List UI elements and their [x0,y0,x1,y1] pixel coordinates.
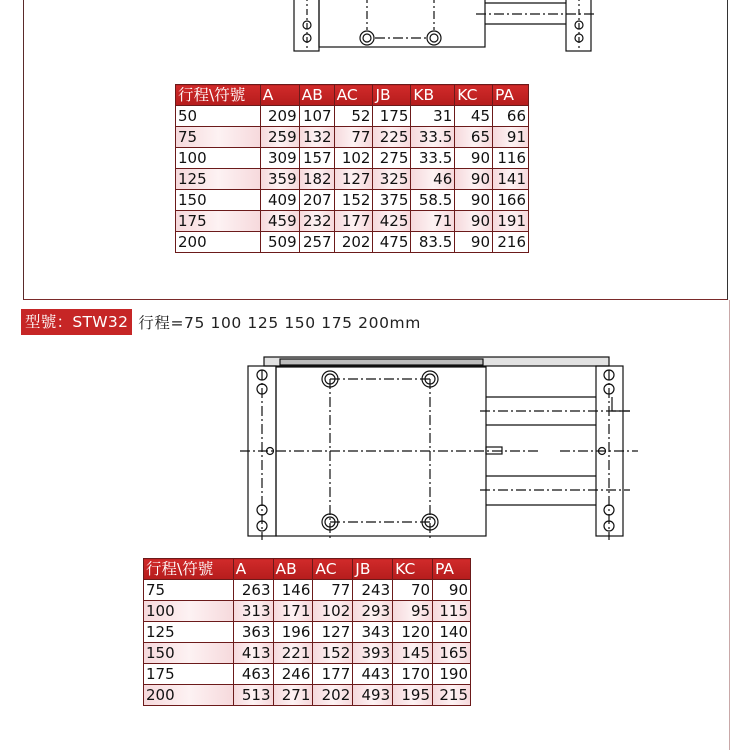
header-cell: AB [273,559,313,580]
dimension-cell: 493 [353,685,393,706]
dimension-cell: 309 [260,148,299,169]
stroke-cell: 150 [144,643,234,664]
model-badge: 型號：STW32 [21,309,132,335]
table-row [144,664,471,685]
dimension-cell: 190 [433,664,471,685]
dimension-cell: 90 [433,580,471,601]
dimension-cell: 509 [260,232,299,253]
table-header-row [144,559,471,580]
dimension-cell: 343 [353,622,393,643]
dimension-cell: 232 [299,211,334,232]
dimension-cell: 102 [313,601,353,622]
dimension-cell: 202 [334,232,373,253]
header-cell: PA [433,559,471,580]
dimension-cell: 191 [493,211,529,232]
header-cell: A [260,85,299,106]
dimension-cell: 463 [233,664,273,685]
dimension-cell: 152 [313,643,353,664]
dimension-cell: 425 [373,211,411,232]
header-cell: AB [299,85,334,106]
dimension-cell: 182 [299,169,334,190]
dimension-cell: 275 [373,148,411,169]
table-row [176,169,529,190]
dimension-cell: 77 [334,127,373,148]
stroke-cell: 75 [144,580,234,601]
dimension-cell: 359 [260,169,299,190]
dimension-cell: 375 [373,190,411,211]
table-row [176,190,529,211]
dimension-cell: 246 [273,664,313,685]
dimension-cell: 90 [455,211,493,232]
dimension-cell: 45 [455,106,493,127]
header-cell: KB [411,85,455,106]
section-frame-bottom-edge [729,300,730,750]
dimension-cell: 90 [455,232,493,253]
dimension-cell: 120 [393,622,433,643]
dimension-cell: 195 [393,685,433,706]
table-row [144,601,471,622]
header-cell: JB [353,559,393,580]
dimension-cell: 475 [373,232,411,253]
dimension-cell: 33.5 [411,127,455,148]
dimension-cell: 177 [334,211,373,232]
stroke-cell: 75 [176,127,261,148]
table-row [144,643,471,664]
dimension-cell: 146 [273,580,313,601]
dimension-cell: 165 [433,643,471,664]
dimension-cell: 127 [334,169,373,190]
stroke-cell: 50 [176,106,261,127]
dimension-cell: 196 [273,622,313,643]
dimension-cell: 363 [233,622,273,643]
dimension-cell: 293 [353,601,393,622]
stroke-cell: 200 [144,685,234,706]
dimension-cell: 257 [299,232,334,253]
dimension-cell: 77 [313,580,353,601]
dimension-cell: 513 [233,685,273,706]
dimension-cell: 83.5 [411,232,455,253]
table-row [144,685,471,706]
dimension-cell: 31 [411,106,455,127]
dimension-cell: 202 [313,685,353,706]
dimension-cell: 157 [299,148,334,169]
header-cell: KC [455,85,493,106]
dimension-cell: 459 [260,211,299,232]
table-row [176,211,529,232]
header-cell: AC [313,559,353,580]
dimension-cell: 140 [433,622,471,643]
table-row [176,232,529,253]
dimension-cell: 207 [299,190,334,211]
dimension-cell: 52 [334,106,373,127]
dimension-cell: 177 [313,664,353,685]
body-block [319,0,485,47]
stroke-range-text: 行程=75 100 125 150 175 200mm [138,314,421,332]
stroke-cell: 100 [144,601,234,622]
dimension-cell: 215 [433,685,471,706]
stroke-cell: 175 [176,211,261,232]
table-header-row [176,85,529,106]
dimension-cell: 71 [411,211,455,232]
table-row [176,127,529,148]
dimension-cell: 90 [455,190,493,211]
dimension-cell: 221 [273,643,313,664]
dimension-cell: 141 [493,169,529,190]
stroke-cell: 200 [176,232,261,253]
stroke-cell: 175 [144,664,234,685]
dimension-cell: 325 [373,169,411,190]
dimension-cell: 271 [273,685,313,706]
dimension-cell: 91 [493,127,529,148]
table-row [176,148,529,169]
header-cell: JB [373,85,411,106]
dimension-cell: 58.5 [411,190,455,211]
dimension-cell: 170 [393,664,433,685]
dimension-cell: 70 [393,580,433,601]
dimension-cell: 409 [260,190,299,211]
dimension-cell: 443 [353,664,393,685]
dimension-cell: 175 [373,106,411,127]
dimension-cell: 33.5 [411,148,455,169]
dimension-cell: 413 [233,643,273,664]
stroke-cell: 150 [176,190,261,211]
model-bar [21,309,421,335]
spec-table-2 [143,558,471,706]
dimension-cell: 107 [299,106,334,127]
header-cell: 行程\符號 [144,559,234,580]
table-row [144,580,471,601]
dimension-cell: 46 [411,169,455,190]
header-cell: AC [334,85,373,106]
header-cell: A [233,559,273,580]
dimension-cell: 225 [373,127,411,148]
dimension-cell: 90 [455,169,493,190]
dimension-cell: 127 [313,622,353,643]
dimension-cell: 313 [233,601,273,622]
stroke-cell: 100 [176,148,261,169]
dimension-cell: 209 [260,106,299,127]
dimension-cell: 166 [493,190,529,211]
header-cell: PA [493,85,529,106]
stroke-cell: 125 [176,169,261,190]
technical-drawing-stw32 [230,345,650,545]
dimension-cell: 145 [393,643,433,664]
header-cell: 行程\符號 [176,85,261,106]
header-cell: KC [393,559,433,580]
dimension-cell: 115 [433,601,471,622]
table-row [144,622,471,643]
dimension-cell: 216 [493,232,529,253]
dimension-cell: 171 [273,601,313,622]
dimension-cell: 90 [455,148,493,169]
dimension-cell: 95 [393,601,433,622]
dimension-cell: 66 [493,106,529,127]
spec-table-1 [175,84,529,253]
dimension-cell: 259 [260,127,299,148]
dimension-cell: 65 [455,127,493,148]
dimension-cell: 243 [353,580,393,601]
dimension-cell: 116 [493,148,529,169]
table-row [176,106,529,127]
technical-drawing-top [280,0,610,60]
stroke-cell: 125 [144,622,234,643]
dimension-cell: 393 [353,643,393,664]
dimension-cell: 102 [334,148,373,169]
dimension-cell: 132 [299,127,334,148]
dimension-cell: 263 [233,580,273,601]
dimension-cell: 152 [334,190,373,211]
